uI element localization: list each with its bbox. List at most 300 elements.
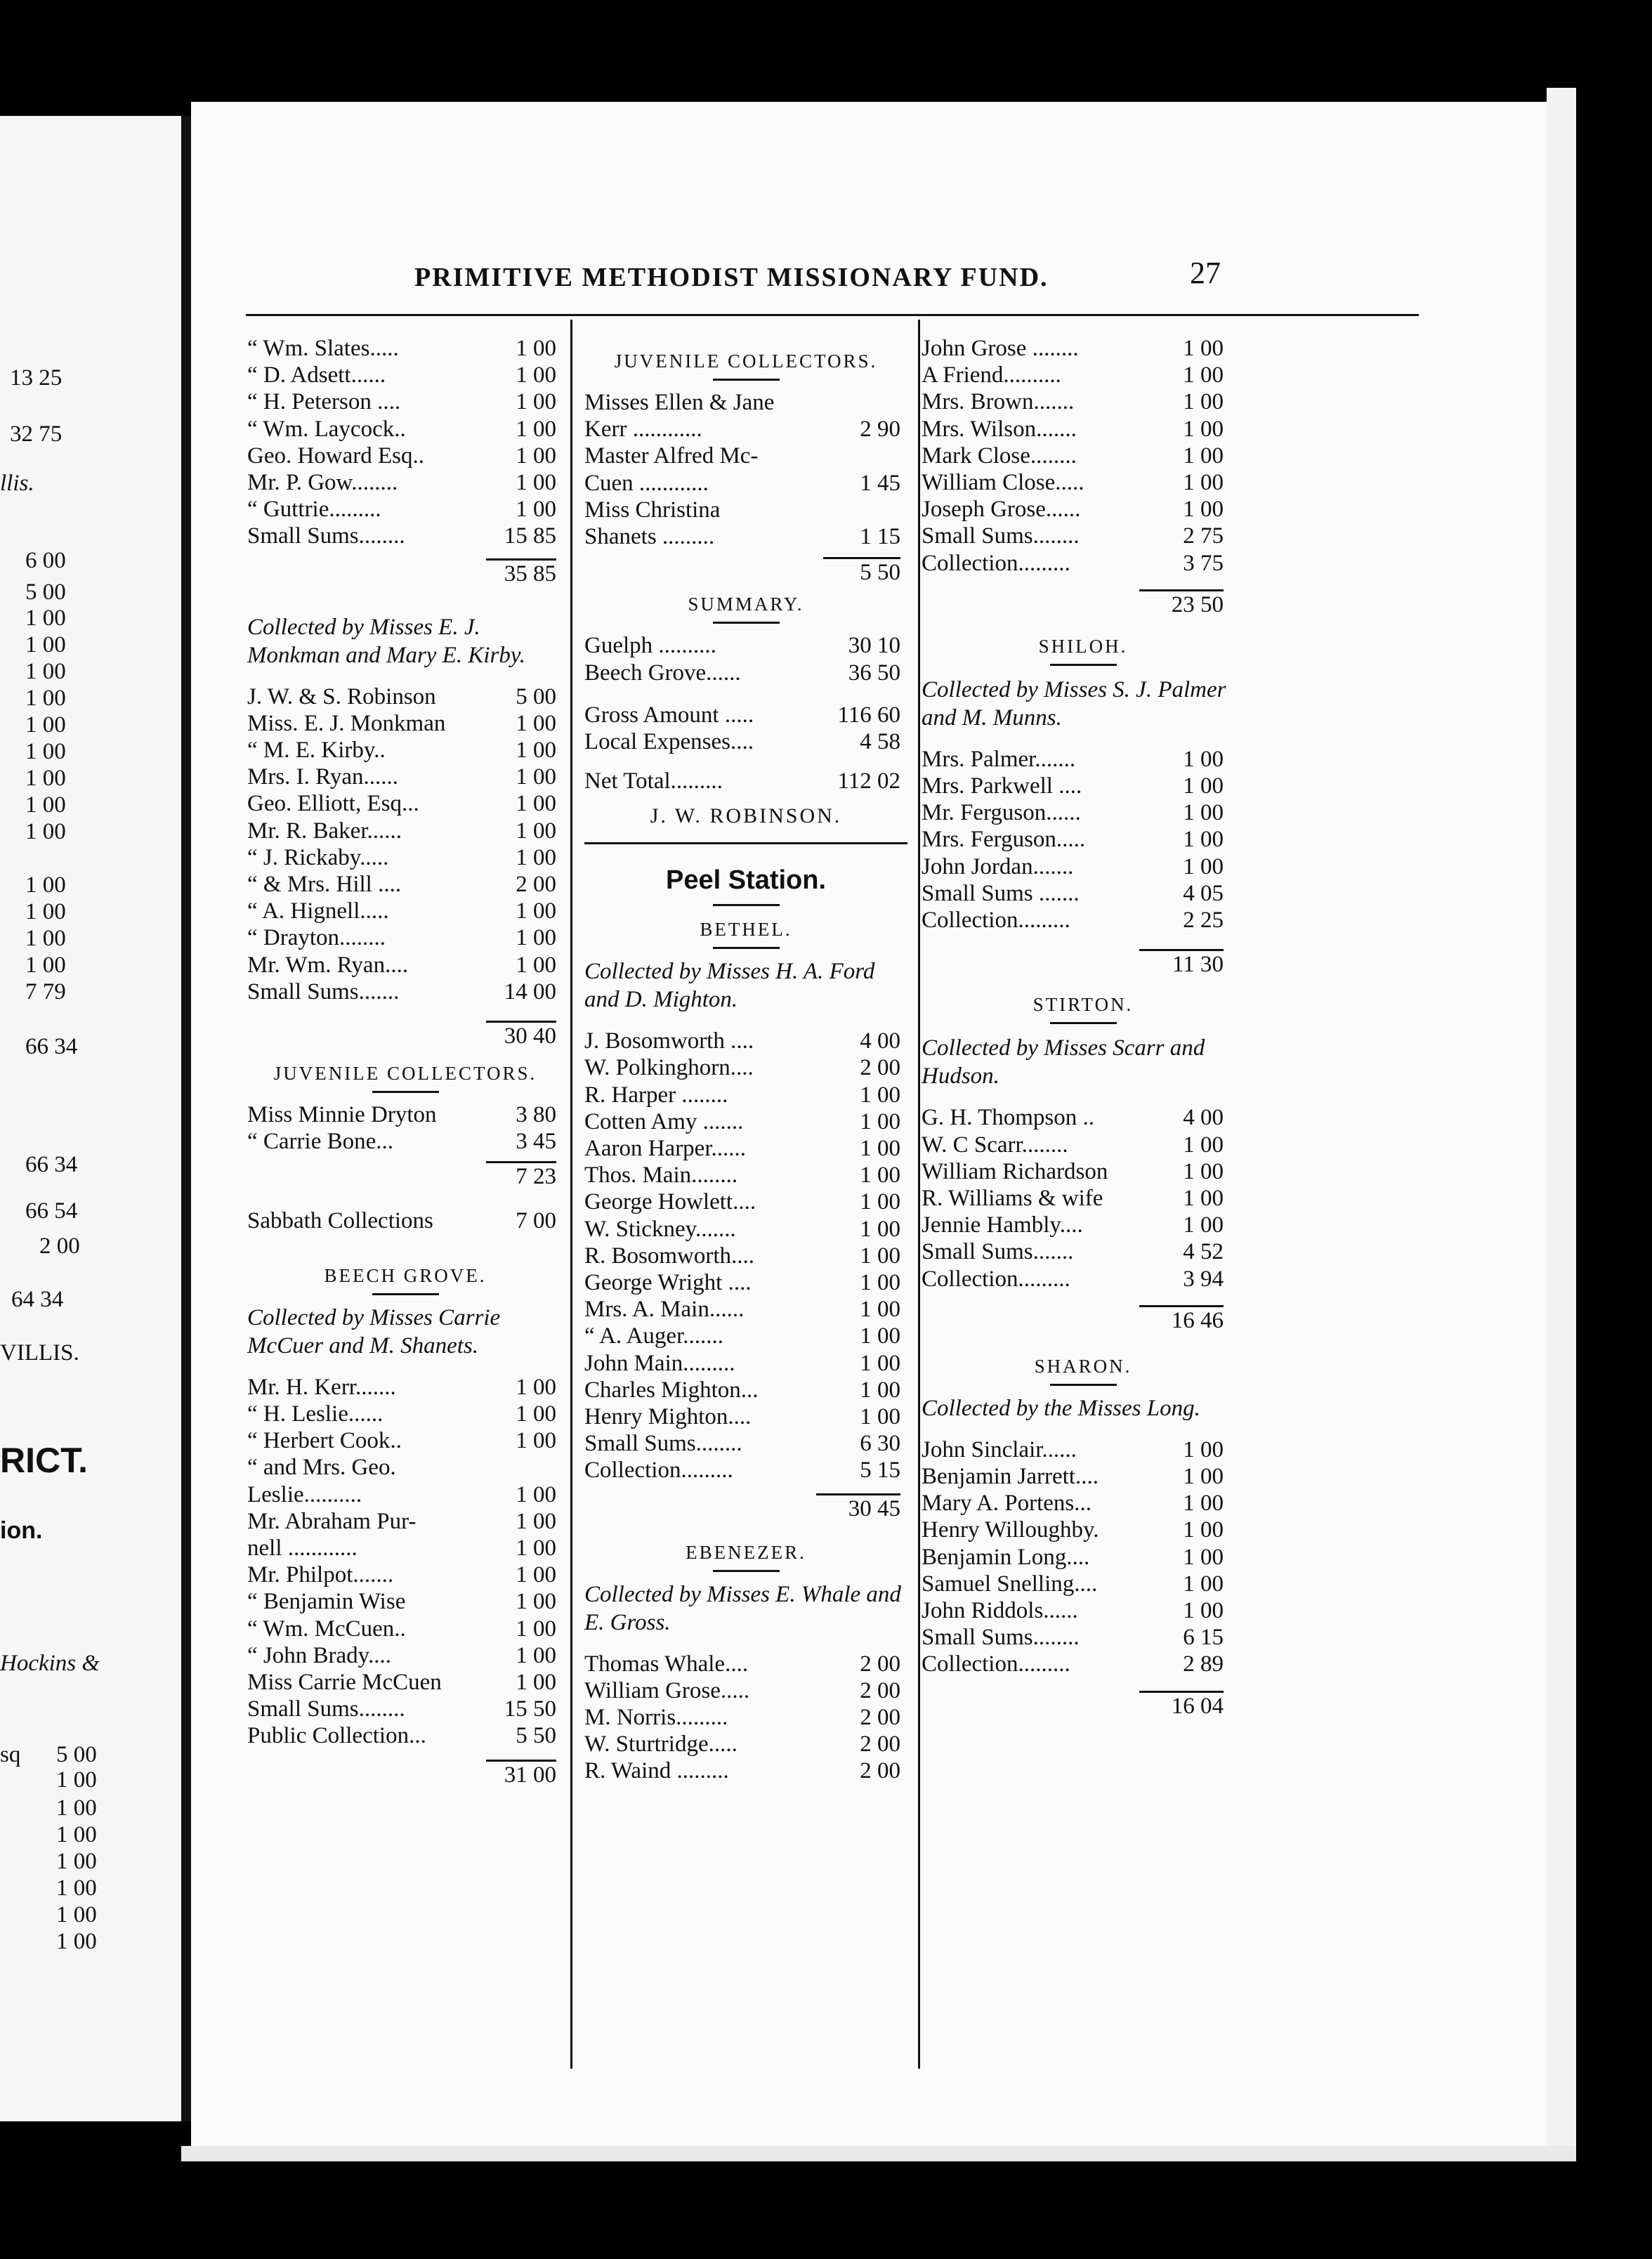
entry-name: Mrs. I. Ryan......: [247, 764, 398, 790]
section-heading: STIRTON.: [1032, 994, 1134, 1016]
section-heading: JUVENILE COLLECTORS.: [614, 351, 878, 372]
entry-row: [922, 443, 1245, 469]
entry-amount: 1 00: [1183, 1491, 1224, 1517]
entry-row: [247, 1722, 563, 1749]
left-page-line: 13 25: [10, 365, 63, 391]
entry-row: [247, 1669, 563, 1696]
total-row: [922, 1305, 1245, 1332]
entry-amount: 1 00: [860, 1403, 900, 1429]
entry-name: George Wright ....: [584, 1269, 752, 1295]
entry-amount: 1 00: [1183, 800, 1224, 826]
entry-amount: 1 45: [860, 470, 900, 496]
left-page-line: 66 34: [25, 1034, 78, 1059]
entry-row: [922, 469, 1245, 496]
entry-row: [584, 1677, 907, 1704]
entry-name: Mrs. Palmer.......: [922, 746, 1076, 772]
entry-name: Leslie..........: [247, 1481, 362, 1507]
entry-amount: 1 00: [516, 389, 556, 415]
entry-row: [584, 1082, 907, 1108]
entry-name: Henry Willoughby.: [922, 1517, 1099, 1543]
entry-name: Thos. Main........: [584, 1163, 738, 1189]
entry-amount: 1 00: [516, 1562, 556, 1588]
entry-name: nell ............: [247, 1536, 358, 1561]
entry-name: “ Guttrie.........: [247, 497, 381, 523]
entry-amount: 2 89: [1183, 1651, 1224, 1677]
entry-row: [584, 1028, 907, 1054]
entry-name: Benjamin Long....: [922, 1544, 1090, 1570]
entry-name: Misses Ellen & Jane: [584, 390, 775, 415]
entry-name: Mrs. Ferguson.....: [922, 827, 1086, 853]
entry-row: [922, 746, 1245, 773]
entry-row: [922, 523, 1245, 549]
entry-name: Mrs. Parkwell ....: [922, 773, 1082, 799]
entry-name: “ Herbert Cook..: [247, 1428, 402, 1454]
column-3: [922, 335, 1245, 1717]
entry-amount: 1 00: [1183, 416, 1224, 442]
entry-row: [247, 924, 563, 951]
entry-amount: 1 00: [1183, 853, 1224, 879]
left-page-line: ion.: [0, 1517, 43, 1544]
total-row: [247, 1161, 563, 1188]
entry-row: [922, 1490, 1245, 1517]
entry-row: [247, 1128, 563, 1155]
entry-name: R. Harper ........: [584, 1082, 728, 1108]
entry-amount: 1 00: [860, 1136, 900, 1161]
entry-amount: 1 00: [1183, 1158, 1224, 1184]
entry-row: [584, 416, 907, 443]
gross-row: [584, 702, 907, 728]
entry-row: [922, 1544, 1245, 1571]
entry-name: Small Sums.......: [247, 978, 400, 1004]
left-page-line: 1 00: [56, 1849, 97, 1874]
entry-row: [922, 335, 1245, 362]
collectors-note: Collected by Misses Carrie McCuer and M. Shanets.: [247, 1304, 501, 1358]
entry-amount: 2 00: [860, 1677, 900, 1703]
entry-row: [584, 523, 907, 550]
left-page-line: 1 00: [56, 1929, 97, 1954]
entry-name: “ & Mrs. Hill ....: [247, 872, 402, 897]
entry-amount: 5 15: [860, 1458, 900, 1484]
entry-row: [922, 1132, 1245, 1158]
left-page-line: 1 00: [25, 766, 66, 791]
heading-rule: [372, 1091, 439, 1093]
total-row: [584, 557, 907, 584]
entry-name: John Sinclair......: [922, 1436, 1077, 1462]
entry-name: Cotten Amy .......: [584, 1108, 744, 1134]
left-page-line: 1 00: [25, 712, 66, 738]
left-page-line: 6 00: [25, 548, 66, 573]
entry-row: [584, 1731, 907, 1757]
entry-name: Miss Christina: [584, 497, 721, 523]
entry-amount: 4 52: [1183, 1239, 1224, 1265]
column-1: [247, 335, 563, 1786]
entry-row: [584, 443, 907, 469]
entry-row: [922, 1624, 1245, 1651]
entry-amount: 1 00: [516, 844, 556, 870]
entry-amount: 2 00: [860, 1651, 900, 1677]
entry-name: “ Benjamin Wise: [247, 1589, 406, 1615]
entry-name: Mark Close........: [922, 443, 1077, 469]
page-edge: [1547, 88, 1576, 2153]
entry-name: George Howlett....: [584, 1189, 756, 1215]
total-row: [922, 1691, 1245, 1717]
header-rule: [246, 314, 1419, 316]
entry-row: [247, 898, 563, 924]
total-row: [922, 589, 1245, 616]
entry-amount: 1 15: [860, 523, 900, 549]
entry-row: [922, 1212, 1245, 1238]
entry-row: [247, 1374, 563, 1401]
entry-row: [584, 660, 907, 686]
entry-amount: 2 90: [860, 417, 900, 443]
entry-row: [922, 1597, 1245, 1624]
left-page-line: 7 79: [25, 979, 66, 1004]
column-2: [584, 335, 907, 1785]
left-page-line: 64 34: [11, 1287, 64, 1312]
entry-row: [922, 907, 1245, 934]
entry-amount: 4 58: [860, 728, 900, 754]
entry-row: [922, 880, 1245, 907]
entry-name: A Friend..........: [922, 362, 1061, 388]
left-page-line: Hockins &: [0, 1651, 100, 1676]
entry-amount: 3 94: [1183, 1266, 1224, 1292]
net-row: [584, 768, 907, 794]
entry-name: “ H. Peterson ....: [247, 389, 401, 415]
entry-name: Joseph Grose......: [922, 497, 1081, 523]
entry-row: [584, 1269, 907, 1296]
total-amount: 31 00: [486, 1760, 556, 1788]
total-amount: 30 40: [486, 1021, 556, 1049]
entry-name: “ Carrie Bone...: [247, 1129, 394, 1155]
section-heading: BETHEL.: [700, 919, 792, 941]
entry-name: W. Sturtridge.....: [584, 1731, 738, 1757]
collectors-note: Collected by Misses S. J. Palmer and M. Munns.: [922, 676, 1226, 731]
entry-amount: 1 00: [516, 1536, 556, 1561]
left-page-line: 1 00: [25, 632, 66, 657]
entry-row: [247, 683, 563, 710]
entry-row: [922, 853, 1245, 880]
entry-row: [584, 1350, 907, 1377]
entry-row: [584, 1457, 907, 1484]
entry-name: J. W. & S. Robinson: [247, 683, 436, 709]
entry-name: Jennie Hambly....: [922, 1212, 1083, 1238]
entry-amount: 1 00: [1183, 1436, 1224, 1462]
left-page-line: 1 00: [56, 1902, 97, 1927]
entry-row: [922, 496, 1245, 523]
entry-name: John Riddols......: [922, 1598, 1078, 1623]
entry-row: [584, 1243, 907, 1269]
entry-row: [584, 1135, 907, 1162]
entry-amount: 1 00: [516, 925, 556, 951]
entry-amount: 1 00: [516, 764, 556, 790]
left-page-line: VILLIS.: [0, 1340, 79, 1366]
entry-name: Mrs. Brown.......: [922, 389, 1075, 415]
entry-name: Small Sums........: [922, 523, 1080, 549]
entry-name: Public Collection...: [247, 1723, 426, 1749]
entry-name: Collection.........: [922, 550, 1070, 576]
entry-name: Guelph ..........: [584, 633, 716, 659]
entry-row: [584, 1108, 907, 1135]
entry-name: Mrs. Wilson.......: [922, 416, 1077, 442]
entry-name: Small Sums .......: [922, 880, 1080, 906]
section-heading: JUVENILE COLLECTORS.: [273, 1063, 537, 1085]
entry-row: [922, 1185, 1245, 1212]
left-page-line: 1 00: [56, 1875, 97, 1901]
entry-amount: 1 00: [860, 1243, 900, 1269]
entry-name: Small Sums........: [247, 523, 405, 549]
entry-row: [247, 1481, 563, 1508]
entry-name: Shanets .........: [584, 523, 715, 549]
document-page: [191, 102, 1547, 2146]
entry-amount: 1 00: [1183, 1517, 1224, 1543]
heading-rule: [713, 622, 780, 624]
entry-name: W. C Scarr........: [922, 1132, 1068, 1158]
total-row: [922, 949, 1245, 976]
entry-row: [247, 523, 563, 549]
entry-name: Charles Mighton...: [584, 1377, 759, 1403]
entry-row: [247, 710, 563, 737]
total-amount: 23 50: [1139, 589, 1224, 618]
entry-amount: 1 00: [1183, 443, 1224, 469]
entry-name: Thomas Whale....: [584, 1651, 749, 1677]
entry-row: [584, 470, 907, 497]
entry-amount: 1 00: [516, 497, 556, 523]
heading-rule: [713, 379, 780, 381]
heading-rule: [1050, 664, 1117, 666]
entry-name: “ and Mrs. Geo.: [247, 1455, 396, 1481]
total-amount: 35 85: [486, 558, 556, 587]
entry-row: [922, 1571, 1245, 1597]
entry-row: [922, 550, 1245, 577]
entry-amount: 1 00: [1183, 1544, 1224, 1570]
entry-name: Mr. Abraham Pur-: [247, 1508, 417, 1534]
entry-row: [922, 416, 1245, 443]
entry-row: [584, 389, 907, 416]
left-page-line: 5 00: [25, 580, 66, 605]
entry-name: Miss Carrie McCuen: [247, 1669, 442, 1695]
entry-row: [584, 1189, 907, 1215]
entry-name: Mrs. A. Main......: [584, 1297, 745, 1323]
collectors-note: Collected by Misses E. J. Monkman and Mary E. Kirby.: [247, 614, 525, 668]
entry-name: Local Expenses....: [584, 728, 754, 754]
entry-amount: 4 00: [860, 1028, 900, 1054]
entry-name: Collection.........: [922, 1651, 1070, 1677]
entry-row: [247, 764, 563, 790]
entry-amount: 1 00: [860, 1216, 900, 1242]
entry-amount: 5 50: [516, 1723, 556, 1749]
entry-amount: 1 00: [516, 738, 556, 764]
total-amount: 16 46: [1139, 1305, 1224, 1334]
total-row: [584, 1493, 907, 1520]
book-gutter: [181, 116, 191, 2121]
left-page-line: 1 00: [25, 819, 66, 844]
section-heading: SUMMARY.: [688, 594, 804, 615]
entry-amount: 1 00: [516, 1642, 556, 1668]
entry-name: Small Sums.......: [922, 1239, 1074, 1265]
page-title: PRIMITIVE METHODIST MISSIONARY FUND.: [414, 263, 1049, 292]
entry-name: Mr. H. Kerr.......: [247, 1374, 396, 1400]
left-page-line: 1 00: [56, 1822, 97, 1847]
entry-row: [247, 1535, 563, 1561]
entry-row: [584, 1757, 907, 1784]
collectors-note: Collected by Misses Scarr and Hudson.: [922, 1035, 1205, 1089]
entry-name: G. H. Thompson ..: [922, 1105, 1094, 1131]
entry-name: “ A. Auger.......: [584, 1323, 723, 1349]
entry-row: [922, 1463, 1245, 1490]
left-page-line: sq: [0, 1742, 21, 1767]
entry-amount: 1 00: [1183, 773, 1224, 799]
left-page-line: 1 00: [25, 899, 66, 924]
page-number: 27: [1190, 256, 1221, 290]
entry-name: Collection.........: [922, 908, 1070, 933]
entry-row: [584, 1651, 907, 1677]
total-row: [247, 1021, 563, 1047]
entry-name: Benjamin Jarrett....: [922, 1464, 1099, 1490]
left-page-line: 1 00: [25, 605, 66, 631]
entry-name: Mr. R. Baker......: [247, 818, 402, 844]
entry-name: Aaron Harper......: [584, 1136, 747, 1161]
entry-row: [922, 1436, 1245, 1463]
left-page-line: 2 00: [39, 1233, 80, 1259]
entry-name: R. Williams & wife: [922, 1185, 1103, 1211]
entry-name: William Close.....: [922, 469, 1084, 495]
entry-name: Miss Minnie Dryton: [247, 1102, 437, 1128]
collectors-note: Collected by Misses E. Whale and E. Gross.: [584, 1581, 901, 1635]
entry-amount: 1 00: [1183, 362, 1224, 388]
entry-amount: 1 00: [516, 818, 556, 844]
entry-row: [922, 1651, 1245, 1677]
section-heading: BEECH GROVE.: [324, 1264, 487, 1286]
entry-name: Small Sums........: [922, 1625, 1080, 1651]
entry-amount: 15 85: [504, 523, 556, 549]
entry-row: [584, 1296, 907, 1323]
entry-name: Small Sums........: [247, 1696, 405, 1722]
entry-row: [584, 1162, 907, 1189]
left-page-line: 1 00: [25, 659, 66, 684]
entry-row: [922, 1238, 1245, 1265]
entry-name: Beech Grove......: [584, 660, 741, 686]
entry-amount: 116 60: [837, 702, 900, 728]
left-page-line: 1 00: [25, 952, 66, 978]
entry-name: R. Waind .........: [584, 1758, 729, 1784]
entry-name: Sabbath Collections: [247, 1207, 433, 1233]
entry-row: [922, 826, 1245, 853]
entry-name: Mary A. Portens...: [922, 1491, 1092, 1517]
entry-amount: 1 00: [860, 1108, 900, 1134]
entry-amount: 14 00: [504, 978, 556, 1004]
entry-row: [922, 1104, 1245, 1131]
entry-amount: 7 00: [516, 1207, 556, 1233]
entry-amount: 1 00: [1183, 336, 1224, 361]
entry-amount: 1 00: [1183, 1185, 1224, 1211]
entry-name: Mr. Ferguson......: [922, 800, 1081, 826]
entry-amount: 2 00: [516, 872, 556, 897]
entry-row: [247, 737, 563, 764]
left-page-line: 1 00: [56, 1767, 97, 1793]
entry-name: Collection.........: [584, 1458, 733, 1484]
total-amount: 16 04: [1139, 1691, 1224, 1720]
entry-name: J. Bosomworth ....: [584, 1028, 754, 1054]
heading-rule: [713, 1570, 780, 1572]
entry-name: Net Total.........: [584, 768, 723, 794]
entry-row: [247, 1561, 563, 1588]
entry-amount: 1 00: [516, 1508, 556, 1534]
entry-amount: 1 00: [516, 443, 556, 469]
entry-name: William Richardson: [922, 1158, 1108, 1184]
entry-row: [247, 790, 563, 817]
entry-name: “ M. E. Kirby..: [247, 738, 386, 764]
entry-row: [247, 388, 563, 415]
entry-row: [247, 469, 563, 496]
entry-amount: 1 00: [860, 1163, 900, 1189]
entry-amount: 1 00: [516, 362, 556, 388]
entry-amount: 2 00: [860, 1731, 900, 1757]
heading-rule: [1050, 1384, 1117, 1386]
entry-row: [247, 978, 563, 1005]
entry-amount: 1 00: [516, 1428, 556, 1454]
entry-name: “ A. Hignell.....: [247, 898, 389, 924]
entry-amount: 1 00: [1183, 469, 1224, 495]
entry-amount: 3 80: [516, 1102, 556, 1128]
entry-row: [247, 1508, 563, 1535]
signature-rule: [584, 842, 907, 844]
entry-amount: 2 00: [860, 1758, 900, 1784]
entry-amount: 1 00: [516, 1669, 556, 1695]
entry-name: “ Wm. Laycock..: [247, 416, 406, 442]
entry-name: John Main.........: [584, 1350, 735, 1376]
entry-amount: 1 00: [516, 791, 556, 817]
total-row: [247, 1760, 563, 1786]
entry-name: Mr. P. Gow........: [247, 469, 398, 495]
entry-amount: 1 00: [860, 1350, 900, 1376]
entry-row: [247, 818, 563, 844]
entry-row: [247, 362, 563, 388]
entry-row: [922, 773, 1245, 799]
entry-amount: 1 00: [516, 1589, 556, 1615]
entry-amount: 1 00: [1183, 497, 1224, 523]
entry-row: [247, 1696, 563, 1722]
left-page-line: 1 00: [25, 686, 66, 711]
entry-amount: 1 00: [1183, 1132, 1224, 1158]
entry-amount: 1 00: [516, 469, 556, 495]
entry-row: [247, 1427, 563, 1454]
entry-name: Small Sums........: [584, 1431, 742, 1457]
entry-row: [922, 1517, 1245, 1543]
heading-rule: [1050, 1022, 1117, 1024]
entry-amount: 1 00: [516, 416, 556, 442]
heading-rule: [372, 1293, 439, 1295]
entry-name: Kerr ............: [584, 417, 702, 443]
left-page-line: 1 00: [25, 926, 66, 951]
entry-amount: 2 00: [860, 1055, 900, 1081]
entry-amount: 1 00: [860, 1082, 900, 1108]
entry-name: “ J. Rickaby.....: [247, 844, 389, 870]
entry-name: Mr. Wm. Ryan....: [247, 952, 409, 978]
entry-row: [247, 1401, 563, 1427]
entry-amount: 1 00: [516, 1401, 556, 1427]
entry-row: [922, 799, 1245, 826]
entry-amount: 36 50: [848, 660, 900, 686]
station-heading: Peel Station.: [665, 865, 827, 896]
entry-name: Master Alfred Mc-: [584, 443, 759, 469]
entry-row: [247, 1588, 563, 1615]
entry-amount: 1 00: [860, 1297, 900, 1323]
left-page-line: RICT.: [0, 1441, 88, 1480]
heading-rule: [713, 904, 780, 906]
entry-row: [247, 1616, 563, 1642]
section-heading: SHILOH.: [1038, 635, 1128, 657]
entry-name: “ H. Leslie......: [247, 1401, 383, 1427]
